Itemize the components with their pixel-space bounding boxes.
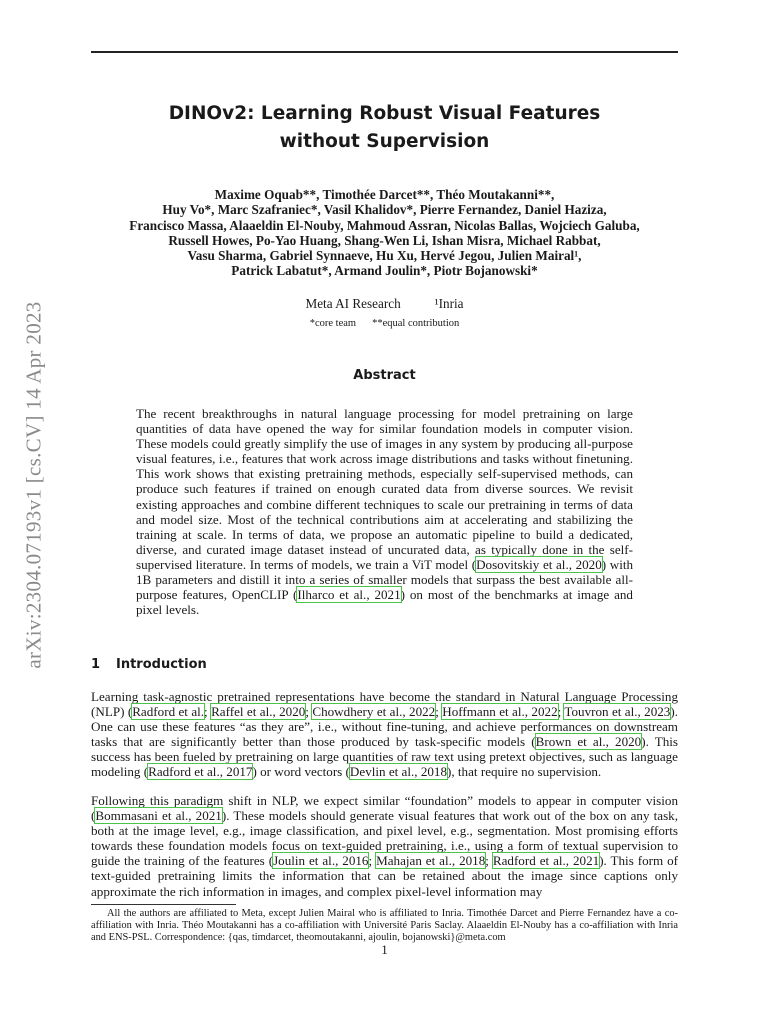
author-line: Maxime Oquab**, Timothée Darcet**, Théo Moutakanni**,: [214, 187, 555, 202]
citation-link[interactable]: Chowdhery et al., 2022: [312, 704, 436, 720]
affiliation-inria: ¹Inria: [434, 296, 464, 311]
text-run: ), that require no supervision.: [447, 764, 602, 780]
author-notes: [91, 318, 678, 329]
text-run: ). This form of text-guided pretraining limits the information that can be retained about the image since captions only approximate the rich information in images, and complex pixel-level information may: [91, 853, 678, 899]
text-run: ;: [557, 704, 565, 720]
citation-link[interactable]: Bommasani et al., 2021: [95, 808, 222, 824]
text-run: ). One can use these features “as they are”, i.e., without fine-tuning, and achieve performances on downstream tasks that are significantly better than those produced by task-specific models (: [91, 704, 678, 750]
section-heading: [91, 657, 207, 672]
footnote-rule: [91, 904, 236, 905]
page-number: 1: [381, 942, 388, 957]
citation-link[interactable]: Joulin et al., 2016: [273, 853, 369, 869]
citation-link[interactable]: Brown et al., 2020: [535, 734, 642, 750]
note-equal-contribution: **equal contribution: [372, 318, 460, 329]
author-line: Francisco Massa, Alaaeldin El-Nouby, Mahmoud Assran, Nicolas Ballas, Wojciech Galuba,: [129, 217, 640, 233]
title-line-1: DINOv2: Learning Robust Visual Features: [168, 103, 601, 124]
section-title: Introduction: [116, 657, 207, 672]
intro-paragraph-1: [91, 689, 678, 780]
text-run: ;: [368, 853, 377, 869]
citation-link[interactable]: Radford et al.: [132, 704, 205, 720]
text-run: Following this paradigm shift in NLP, we expect similar “foundation” models to appear in computer vision (: [91, 793, 678, 824]
text-run: ;: [435, 704, 443, 720]
arxiv-stamp: [2, 270, 66, 700]
text-run: ;: [204, 704, 212, 720]
arxiv-id: arXiv:2304.07193v1 [cs.CV] 14 Apr 2023: [21, 301, 46, 669]
author-line: Huy Vo*, Marc Szafraniec*, Vasil Khalidov*, Pierre Fernandez, Daniel Haziza,: [162, 202, 607, 218]
text-run: ) with 1B parameters and distill it into a series of smaller models that surpass the best available all-purpose features, OpenCLIP (: [136, 556, 634, 603]
text-run: ) on most of the benchmarks at image and pixel levels.: [136, 587, 633, 618]
citation-link[interactable]: Ilharco et al., 2021: [297, 587, 401, 603]
text-run: Learning task-agnostic pretrained representations have become the standard in Natural Language Processing (NLP) (: [91, 689, 678, 720]
note-core-team: *core team: [309, 318, 357, 329]
citation-link[interactable]: Devlin et al., 2018: [349, 764, 448, 780]
citation-link[interactable]: Dosovitskiy et al., 2020: [476, 556, 602, 572]
paper-title: [91, 100, 678, 156]
intro-paragraph-2: [91, 793, 678, 899]
citation-link[interactable]: Radford et al., 2017: [148, 764, 253, 780]
author-list: [91, 187, 678, 279]
footnote: [91, 908, 678, 944]
author-line: Russell Howes, Po-Yao Huang, Shang-Wen Li, Ishan Misra, Michael Rabbat,: [168, 232, 601, 248]
title-line-2: without Supervision: [279, 131, 490, 152]
text-run: ). This success has been fueled by pretraining on large quantities of raw text using pretext objectives, such as language modeling (: [91, 734, 679, 780]
top-rule: [91, 51, 678, 53]
abstract-heading: Abstract: [353, 368, 416, 383]
author-line: Vasu Sharma, Gabriel Synnaeve, Hu Xu, Hervé Jegou, Julien Mairal¹,: [187, 248, 582, 264]
text-run: ;: [305, 704, 313, 720]
text-run: The recent breakthroughs in natural language processing for model pretraining on large quantities of data have opened the way for similar foundation models in computer vision. These models could greatly simplify the use of images in any system by producing all-purpose visual features, i.e., features that work across image distributions and tasks without finetuning. This work shows that existing pretraining methods, especially self-supervised methods, can produce such features if trained on enough curated data from diverse sources. We revisit existing approaches and combine different techniques to scale our pretraining in terms of data and model size. Most of the technical contributions aim at accelerating and stabilizing the training at scale. In terms of data, we propose an automatic pipeline to build a dedicated, diverse, and curated image dataset instead of uncurated data, as typically done in the self-supervised literature. In terms of models, we train a ViT model (: [136, 406, 633, 572]
text-run: ). These models should generate visual features that work out of the box on any task, both at the image level, e.g., image classification, and pixel level, e.g., segmentation. Most promising efforts towards these foundation models focus on text-guided pretraining, i.e., using a form of textual supervision to guide the training of the features (: [91, 808, 678, 869]
affiliation-meta: Meta AI Research: [305, 296, 401, 311]
text-run: ;: [485, 853, 493, 869]
footnote-text: All the authors are affiliated to Meta, except Julien Mairal who is affiliated to Inria. Timothée Darcet and Pierre Fernandez have a co-affiliation with Inria. Théo Moutakanni has a co-affiliation with Université Paris Saclay. Alaaeldin El-Nouby has a co-affiliation with Inria and ENS-PSL. Correspondence: {qas, timdarcet, theomoutakanni, ajoulin, bojanowski}@meta.com: [91, 908, 678, 943]
section-number: 1: [91, 657, 101, 672]
citation-link[interactable]: Radford et al., 2021: [492, 853, 600, 869]
text-run: ) or word vectors (: [252, 764, 350, 780]
citation-link[interactable]: Mahajan et al., 2018: [376, 853, 486, 869]
affiliations: [91, 296, 678, 312]
citation-link[interactable]: Raffel et al., 2020: [211, 704, 306, 720]
citation-link[interactable]: Touvron et al., 2023: [564, 704, 671, 720]
author-line: Patrick Labatut*, Armand Joulin*, Piotr Bojanowski*: [231, 263, 538, 279]
abstract-body: [136, 406, 633, 617]
citation-link[interactable]: Hoffmann et al., 2022: [442, 704, 558, 720]
